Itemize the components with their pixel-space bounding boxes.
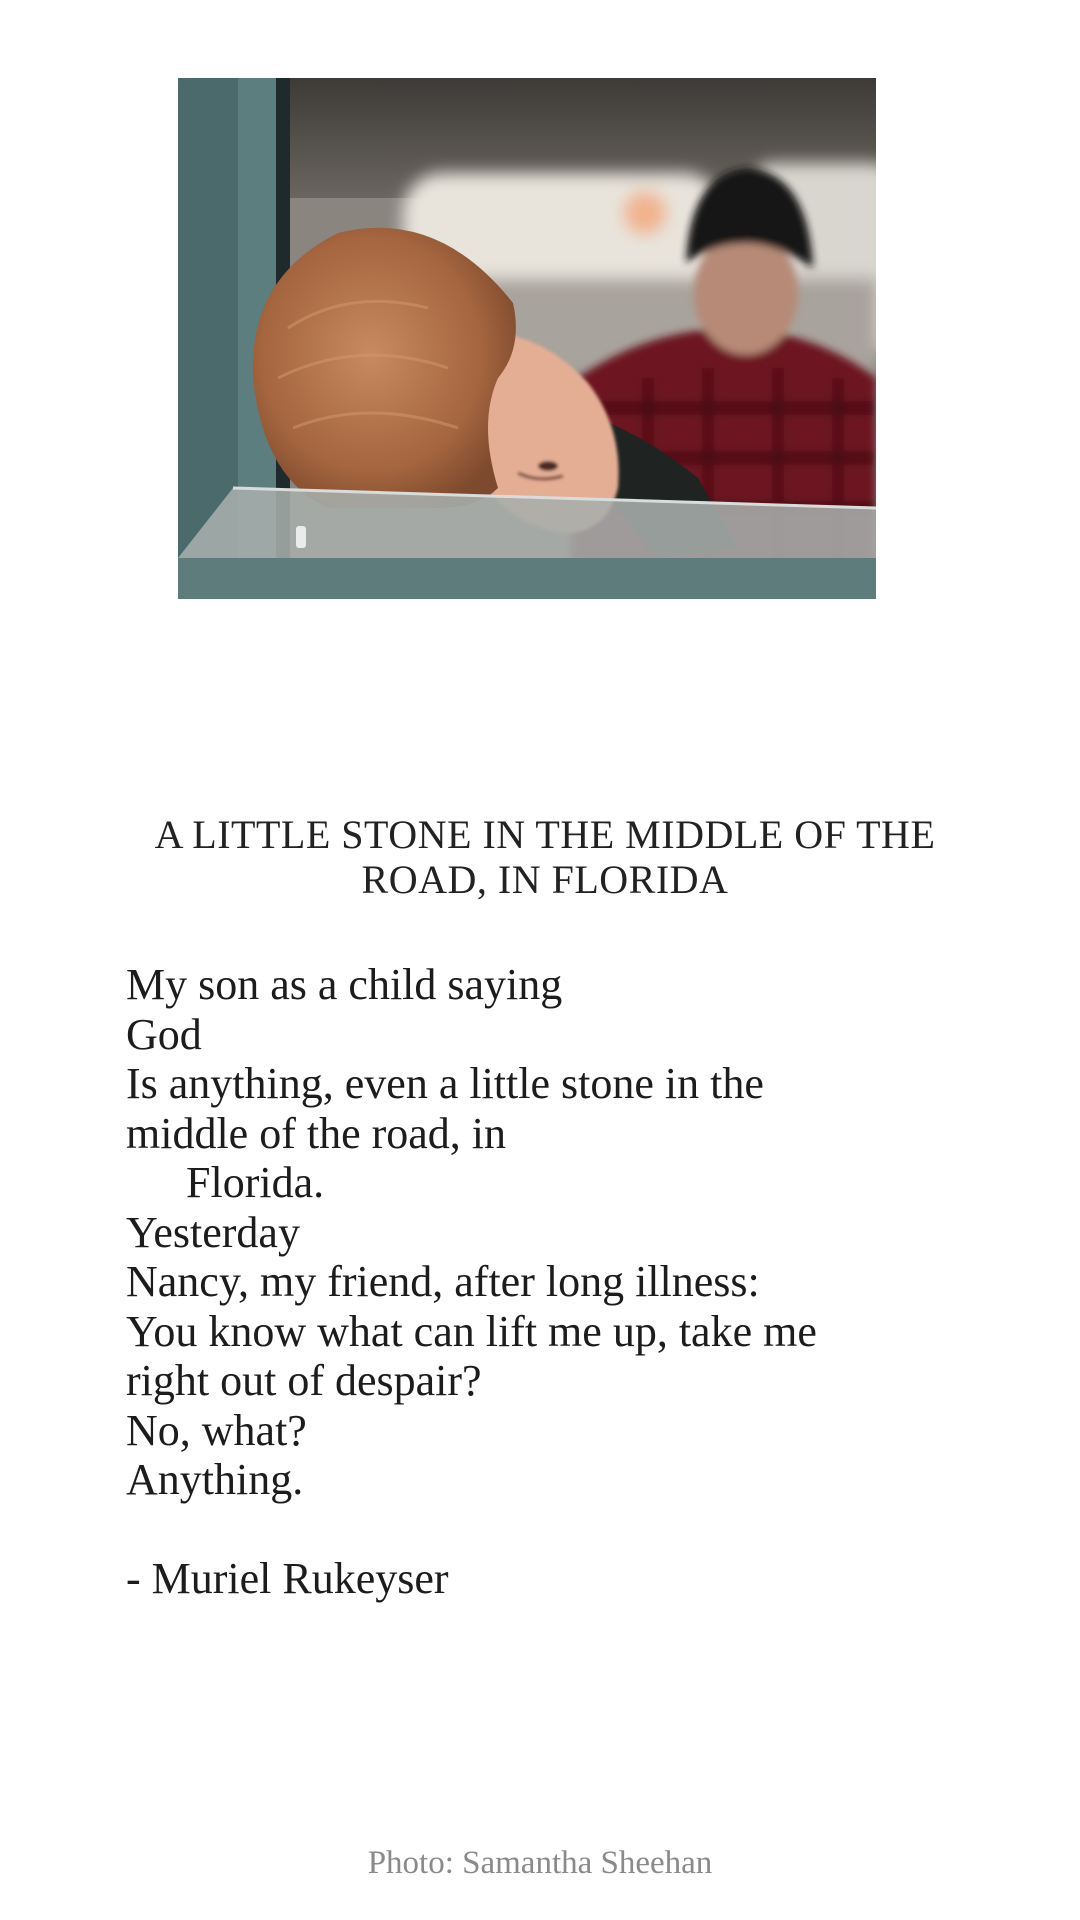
poem-line: middle of the road, in: [126, 1108, 507, 1158]
poem-line: God: [126, 1009, 202, 1059]
poem-line: right out of despair?: [126, 1356, 482, 1405]
photo-credit: Photo: Samantha Sheehan: [367, 1845, 713, 1881]
poem-author: - Muriel Rukeyser: [126, 1554, 449, 1603]
poem-line: No, what?: [126, 1405, 307, 1455]
poem-title: A LITTLE STONE IN THE MIDDLE OF THE ROAD, IN FLORIDA: [154, 812, 936, 902]
poem-line: My son as a child saying: [126, 960, 563, 1009]
poem-line: Is anything, even a little stone in the: [126, 1059, 764, 1108]
poem-line: Florida.: [186, 1158, 325, 1207]
poem-line: Nancy, my friend, after long illness:: [126, 1257, 760, 1306]
poem-line: Anything.: [126, 1455, 304, 1504]
photo: [178, 78, 876, 599]
photo-illustration: [178, 78, 876, 599]
poem-body: [126, 960, 986, 1505]
poem-line: You know what can lift me up, take me: [126, 1306, 817, 1356]
poem-line: Yesterday: [126, 1207, 300, 1257]
